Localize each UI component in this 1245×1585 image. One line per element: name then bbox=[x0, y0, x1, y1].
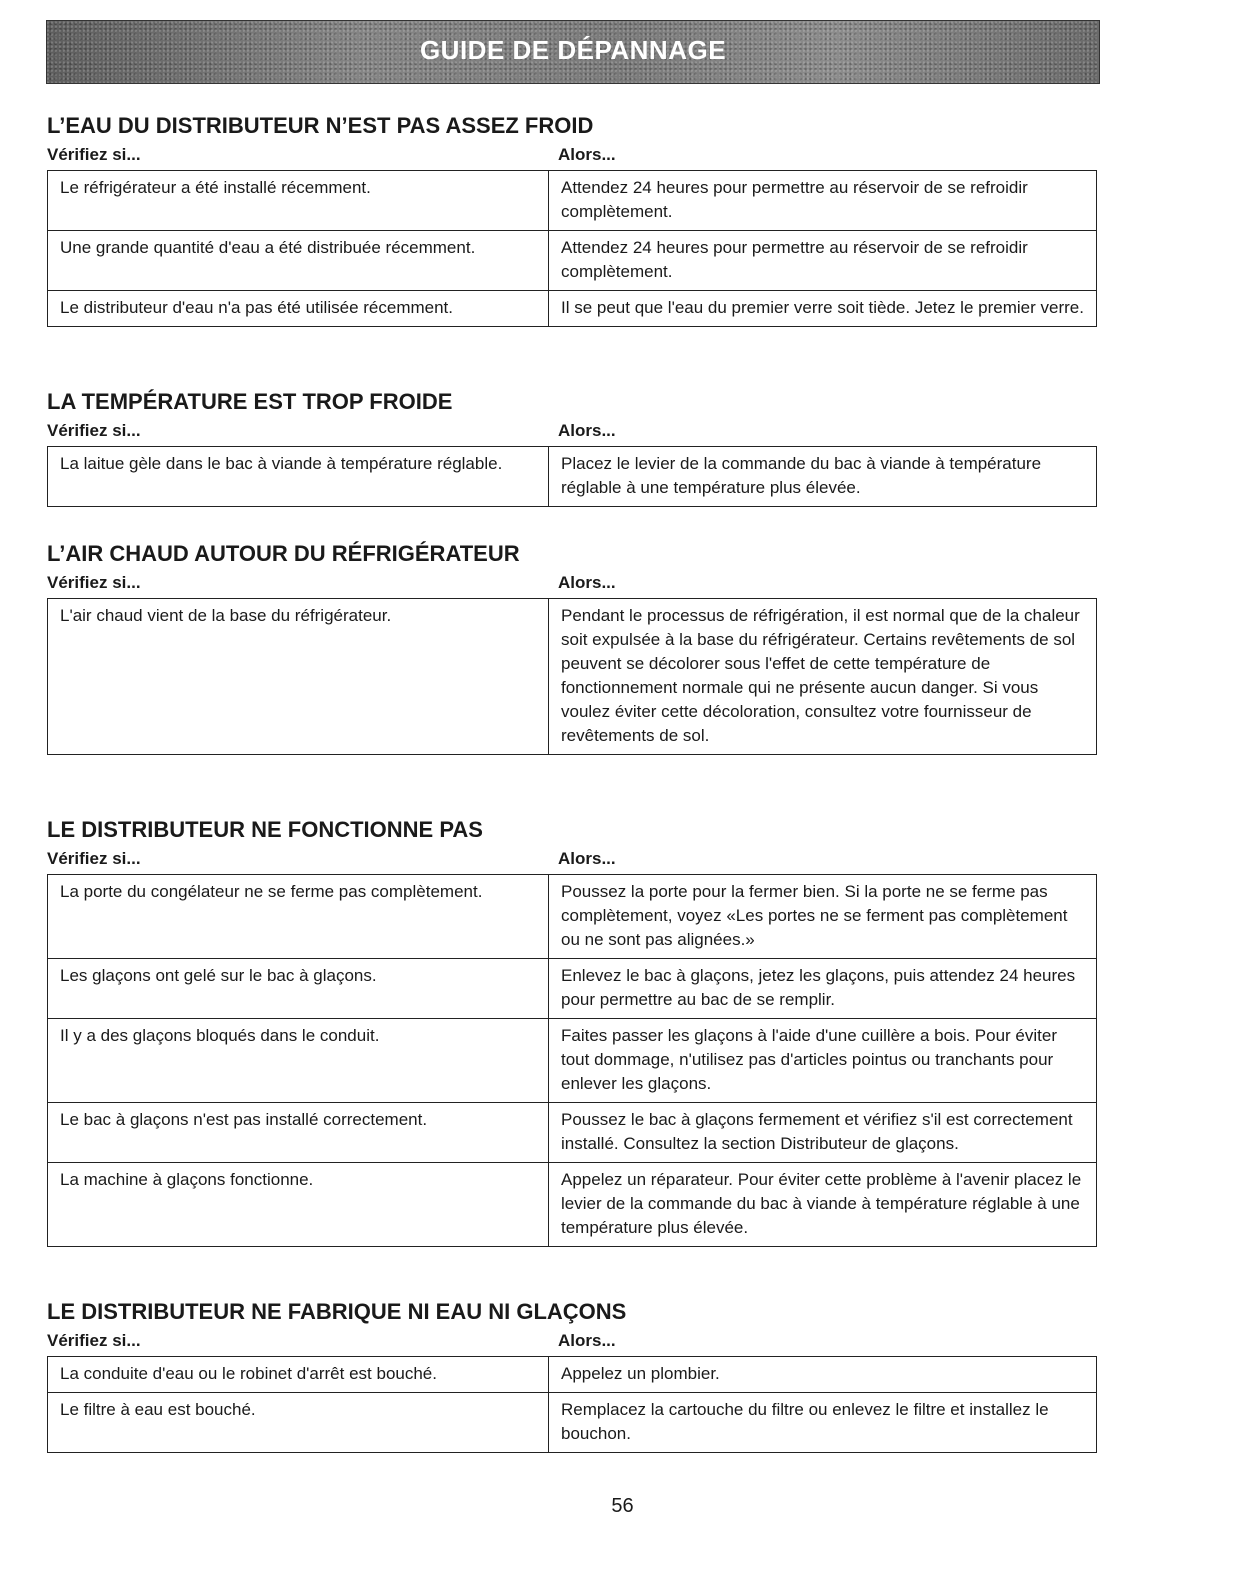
table-row bbox=[48, 1393, 1097, 1453]
then-cell: Remplacez la cartouche du filtre ou enlevez le filtre et installez le bouchon. bbox=[549, 1393, 1097, 1453]
column-header-check: Vérifiez si... bbox=[47, 1331, 141, 1350]
column-header-then: Alors... bbox=[558, 421, 616, 440]
check-cell: Le bac à glaçons n'est pas installé correctement. bbox=[48, 1103, 549, 1163]
check-cell: Une grande quantité d'eau a été distribuée récemment. bbox=[48, 231, 549, 291]
check-cell: Le distributeur d'eau n'a pas été utilisée récemment. bbox=[48, 291, 549, 327]
column-header-check: Vérifiez si... bbox=[47, 421, 141, 440]
table-row bbox=[48, 231, 1097, 291]
table-row bbox=[48, 291, 1097, 327]
column-header-then: Alors... bbox=[558, 849, 616, 868]
table-row bbox=[48, 1103, 1097, 1163]
section-temperature-too-cold bbox=[47, 388, 1097, 507]
troubleshooting-table bbox=[47, 170, 1097, 327]
then-cell: Attendez 24 heures pour permettre au réservoir de se refroidir complètement. bbox=[549, 171, 1097, 231]
table-row bbox=[48, 1019, 1097, 1103]
troubleshooting-table bbox=[47, 874, 1097, 1247]
then-cell: Appelez un plombier. bbox=[549, 1357, 1097, 1393]
check-cell: La porte du congélateur ne se ferme pas complètement. bbox=[48, 875, 549, 959]
section-warm-air bbox=[47, 540, 1097, 755]
then-cell: Poussez le bac à glaçons fermement et vérifiez s'il est correctement installé. Consultez la section Distributeur de glaçons. bbox=[549, 1103, 1097, 1163]
column-header-check: Vérifiez si... bbox=[47, 145, 141, 164]
section-title: LE DISTRIBUTEUR NE FABRIQUE NI EAU NI GLAÇONS bbox=[47, 1299, 627, 1324]
check-cell: La laitue gèle dans le bac à viande à température réglable. bbox=[48, 447, 549, 507]
then-cell: Appelez un réparateur. Pour éviter cette problème à l'avenir placez le levier de la commande du bac à viande à température réglable à une température plus élevée. bbox=[549, 1163, 1097, 1247]
section-no-water-no-ice bbox=[47, 1298, 1097, 1453]
then-cell: Enlevez le bac à glaçons, jetez les glaçons, puis attendez 24 heures pour permettre au bac de se remplir. bbox=[549, 959, 1097, 1019]
page-number: 56 bbox=[611, 1495, 634, 1517]
table-row bbox=[48, 1163, 1097, 1247]
section-water-not-cold bbox=[47, 112, 1097, 327]
table-row bbox=[48, 1357, 1097, 1393]
check-cell: Le réfrigérateur a été installé récemment. bbox=[48, 171, 549, 231]
page-title: GUIDE DE DÉPANNAGE bbox=[419, 35, 727, 65]
column-header-check: Vérifiez si... bbox=[47, 849, 141, 868]
section-title: LE DISTRIBUTEUR NE FONCTIONNE PAS bbox=[47, 817, 483, 842]
then-cell: Faites passer les glaçons à l'aide d'une cuillère a bois. Pour éviter tout dommage, n'utilisez pas d'articles pointus ou tranchants pour enlever les glaçons. bbox=[549, 1019, 1097, 1103]
troubleshooting-table bbox=[47, 598, 1097, 755]
then-cell: Attendez 24 heures pour permettre au réservoir de se refroidir complètement. bbox=[549, 231, 1097, 291]
column-header-check: Vérifiez si... bbox=[47, 573, 141, 592]
check-cell: Il y a des glaçons bloqués dans le conduit. bbox=[48, 1019, 549, 1103]
troubleshooting-table bbox=[47, 1356, 1097, 1453]
table-row bbox=[48, 959, 1097, 1019]
troubleshooting-table bbox=[47, 446, 1097, 507]
check-cell: Les glaçons ont gelé sur le bac à glaçons. bbox=[48, 959, 549, 1019]
check-cell: Le filtre à eau est bouché. bbox=[48, 1393, 549, 1453]
then-cell: Pendant le processus de réfrigération, il est normal que de la chaleur soit expulsée à la base du réfrigérateur. Certains revêtements de sol peuvent se décolorer sous l'effet de cette température de fonctionnement normale qui ne présente aucun danger. Si vous voulez éviter cette décoloration, consultez votre fournisseur de revêtements de sol. bbox=[549, 599, 1097, 755]
column-header-then: Alors... bbox=[558, 145, 616, 164]
then-cell: Placez le levier de la commande du bac à viande à température réglable à une température plus élevée. bbox=[549, 447, 1097, 507]
table-row bbox=[48, 447, 1097, 507]
section-title: L’AIR CHAUD AUTOUR DU RÉFRIGÉRATEUR bbox=[47, 541, 520, 566]
then-cell: Poussez la porte pour la fermer bien. Si la porte ne se ferme pas complètement, voyez «Les portes ne se ferment pas complètement ou ne sont pas alignées.» bbox=[549, 875, 1097, 959]
header-banner bbox=[46, 20, 1100, 84]
section-title: L’EAU DU DISTRIBUTEUR N’EST PAS ASSEZ FROID bbox=[47, 113, 594, 138]
table-row bbox=[48, 875, 1097, 959]
section-dispenser-not-working bbox=[47, 816, 1097, 1247]
check-cell: L'air chaud vient de la base du réfrigérateur. bbox=[48, 599, 549, 755]
table-row bbox=[48, 599, 1097, 755]
table-row bbox=[48, 171, 1097, 231]
column-header-then: Alors... bbox=[558, 573, 616, 592]
check-cell: La machine à glaçons fonctionne. bbox=[48, 1163, 549, 1247]
column-header-then: Alors... bbox=[558, 1331, 616, 1350]
check-cell: La conduite d'eau ou le robinet d'arrêt est bouché. bbox=[48, 1357, 549, 1393]
then-cell: Il se peut que l'eau du premier verre soit tiède. Jetez le premier verre. bbox=[549, 291, 1097, 327]
section-title: LA TEMPÉRATURE EST TROP FROIDE bbox=[47, 389, 453, 414]
